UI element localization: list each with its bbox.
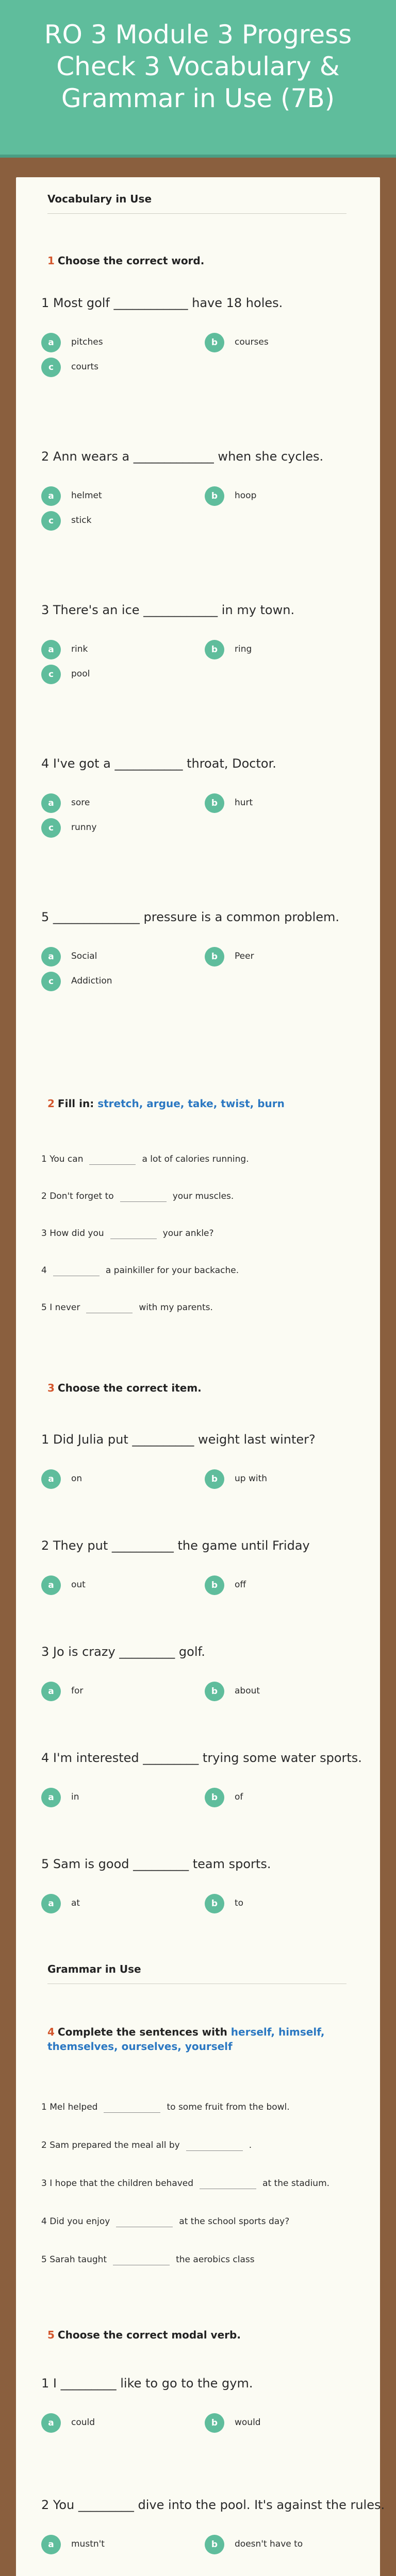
option-a-badge[interactable]: a: [41, 1894, 61, 1913]
section-number: 4: [47, 2026, 55, 2038]
page-title: RO 3 Module 3 Progress Check 3 Vocabulary & Grammar in Use (7B): [44, 20, 352, 113]
option-c-badge[interactable]: c: [41, 358, 61, 377]
option-a-badge[interactable]: a: [41, 2535, 61, 2554]
option-a-badge[interactable]: a: [41, 333, 61, 352]
option-c-label[interactable]: pool: [71, 669, 90, 679]
option-a-label[interactable]: in: [71, 1792, 79, 1802]
section-title: [47, 1097, 285, 1110]
option-a-label[interactable]: at: [71, 1898, 80, 1908]
answer-input[interactable]: [200, 2178, 256, 2189]
option-b-badge[interactable]: b: [205, 1682, 224, 1701]
question-text: 4 I'm interested _________ trying some water sports.: [41, 1751, 362, 1765]
option-a-label[interactable]: Social: [71, 951, 97, 961]
option-a-badge[interactable]: a: [41, 640, 61, 659]
answer-input[interactable]: [110, 1228, 157, 1239]
option-b-label[interactable]: hoop: [235, 490, 257, 501]
option-b-label[interactable]: hurt: [235, 798, 253, 808]
option-b-badge[interactable]: b: [205, 947, 224, 967]
section-title: [47, 255, 204, 267]
section-title: [47, 2329, 241, 2341]
option-a-label[interactable]: could: [71, 2417, 95, 2428]
option-b-badge[interactable]: b: [205, 1469, 224, 1489]
option-c-label[interactable]: courts: [71, 362, 99, 372]
question-text: 2 You _________ dive into the pool. It's against the rules.: [41, 2498, 385, 2512]
fill-in-sentence: 1 You can a lot of calories running.: [41, 1154, 249, 1164]
section-title: [47, 2025, 336, 2054]
section-instruction: Complete the sentences with: [57, 2026, 227, 2038]
section-heading: Grammar in Use: [47, 1963, 141, 1975]
option-a-label[interactable]: rink: [71, 644, 88, 654]
word-bank: herself, himself, themselves, ourselves, yourself: [47, 2026, 325, 2053]
answer-input[interactable]: [116, 2216, 173, 2227]
fill-in-sentence: 5 Sarah taught the aerobics class: [41, 2255, 255, 2265]
option-a-label[interactable]: sore: [71, 798, 90, 808]
option-a-badge[interactable]: a: [41, 1575, 61, 1595]
section-instruction: Choose the correct word.: [57, 255, 205, 267]
section-instruction: Choose the correct item.: [57, 1382, 202, 1394]
answer-input[interactable]: [104, 2102, 160, 2113]
answer-input[interactable]: [53, 1265, 100, 1276]
option-a-badge[interactable]: a: [41, 1469, 61, 1489]
option-b-label[interactable]: up with: [235, 1473, 268, 1484]
fill-in-sentence: 3 How did you your ankle?: [41, 1228, 214, 1239]
answer-input[interactable]: [89, 1154, 136, 1165]
option-b-badge[interactable]: b: [205, 2413, 224, 2433]
option-c-label[interactable]: runny: [71, 822, 97, 833]
option-b-label[interactable]: to: [235, 1898, 244, 1908]
option-b-badge[interactable]: b: [205, 333, 224, 352]
fill-in-sentence: 5 I never with my parents.: [41, 1302, 213, 1313]
answer-input[interactable]: [186, 2140, 243, 2151]
option-a-badge[interactable]: a: [41, 793, 61, 813]
word-bank: stretch, argue, take, twist, burn: [97, 1097, 285, 1110]
option-b-label[interactable]: Peer: [235, 951, 254, 961]
option-a-badge[interactable]: a: [41, 2413, 61, 2433]
option-b-label[interactable]: ring: [235, 644, 252, 654]
question-text: 2 They put __________ the game until Friday: [41, 1538, 310, 1553]
option-a-badge[interactable]: a: [41, 486, 61, 506]
option-a-badge[interactable]: a: [41, 1682, 61, 1701]
section-number: 1: [47, 255, 55, 267]
question-text: 3 Jo is crazy _________ golf.: [41, 1645, 205, 1659]
question-text: 5 Sam is good _________ team sports.: [41, 1857, 271, 1871]
section-number: 2: [47, 1097, 55, 1110]
option-b-label[interactable]: doesn't have to: [235, 2539, 303, 2549]
option-a-label[interactable]: pitches: [71, 337, 103, 347]
question-text: 4 I've got a ___________ throat, Doctor.: [41, 756, 276, 771]
fill-in-sentence: 3 I hope that the children behaved at the stadium.: [41, 2178, 330, 2189]
question-text: 2 Ann wears a _____________ when she cycles.: [41, 449, 324, 464]
option-c-badge[interactable]: c: [41, 818, 61, 838]
question-text: 5 ______________ pressure is a common problem.: [41, 910, 340, 924]
option-b-badge[interactable]: b: [205, 1894, 224, 1913]
option-a-badge[interactable]: a: [41, 1788, 61, 1807]
option-b-badge[interactable]: b: [205, 640, 224, 659]
option-a-label[interactable]: mustn't: [71, 2539, 105, 2549]
option-c-badge[interactable]: c: [41, 665, 61, 684]
option-c-badge[interactable]: c: [41, 972, 61, 991]
section-instruction: Choose the correct modal verb.: [57, 2329, 241, 2341]
question-text: 3 There's an ice ____________ in my town.: [41, 603, 295, 617]
option-b-badge[interactable]: b: [205, 486, 224, 506]
answer-input[interactable]: [120, 1191, 167, 1202]
fill-in-sentence: 4 a painkiller for your backache.: [41, 1265, 239, 1276]
title-banner: [0, 0, 396, 158]
option-a-label[interactable]: out: [71, 1580, 86, 1590]
fill-in-sentence: 1 Mel helped to some fruit from the bowl.: [41, 2102, 290, 2112]
option-b-badge[interactable]: b: [205, 1788, 224, 1807]
option-b-label[interactable]: courses: [235, 337, 269, 347]
heading-underline: [47, 213, 346, 214]
fill-in-sentence: 4 Did you enjoy at the school sports day?: [41, 2216, 290, 2227]
question-text: 1 Most golf ____________ have 18 holes.: [41, 296, 283, 310]
answer-input[interactable]: [113, 2255, 170, 2265]
section-instruction: Fill in:: [57, 1097, 94, 1110]
option-a-label[interactable]: for: [71, 1686, 84, 1696]
option-a-label[interactable]: helmet: [71, 490, 102, 501]
option-b-label[interactable]: would: [235, 2417, 261, 2428]
option-b-label[interactable]: about: [235, 1686, 260, 1696]
option-a-badge[interactable]: a: [41, 947, 61, 967]
section-heading: Vocabulary in Use: [47, 193, 152, 205]
section-title: [47, 1382, 202, 1394]
option-c-badge[interactable]: c: [41, 511, 61, 531]
option-b-badge[interactable]: b: [205, 793, 224, 813]
section-number: 5: [47, 2329, 55, 2341]
option-b-label[interactable]: of: [235, 1792, 243, 1802]
answer-input[interactable]: [86, 1302, 133, 1313]
option-b-label[interactable]: off: [235, 1580, 246, 1590]
question-text: 1 Did Julia put __________ weight last winter?: [41, 1432, 316, 1447]
option-a-label[interactable]: on: [71, 1473, 82, 1484]
option-b-badge[interactable]: b: [205, 2535, 224, 2554]
option-c-label[interactable]: Addiction: [71, 976, 112, 986]
question-text: 1 I _________ like to go to the gym.: [41, 2376, 253, 2391]
option-c-label[interactable]: stick: [71, 515, 92, 526]
fill-in-sentence: 2 Sam prepared the meal all by .: [41, 2140, 252, 2150]
fill-in-sentence: 2 Don't forget to your muscles.: [41, 1191, 234, 1201]
section-number: 3: [47, 1382, 55, 1394]
option-b-badge[interactable]: b: [205, 1575, 224, 1595]
